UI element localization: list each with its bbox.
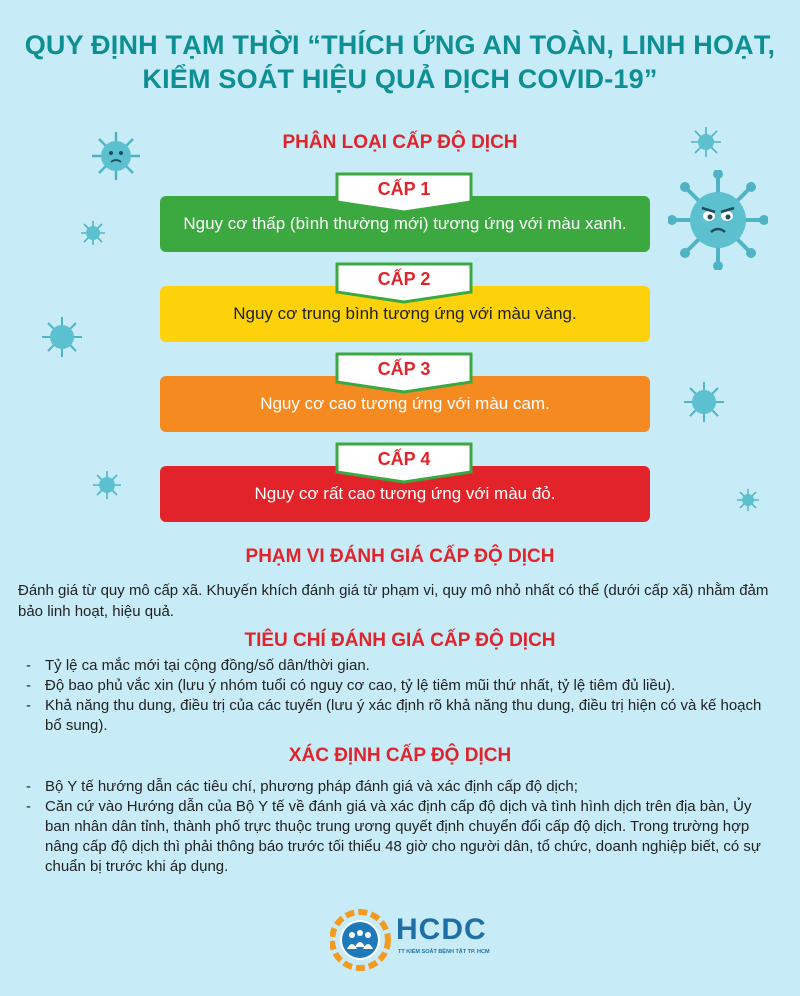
level-tag	[335, 442, 473, 484]
level-label: CẤP 4	[377, 449, 431, 469]
criteria-list	[18, 656, 778, 736]
hcdc-logo	[330, 905, 490, 975]
level-text: Nguy cơ cao tương ứng với màu cam.	[260, 394, 550, 413]
level-text: Nguy cơ rất cao tương ứng với màu đỏ.	[254, 484, 556, 503]
title-line-2: KIỂM SOÁT HIỆU QUẢ DỊCH COVID-19”	[142, 64, 658, 94]
virus-icon	[80, 220, 106, 246]
virus-icon	[668, 170, 768, 270]
level-tag	[335, 172, 473, 214]
page-title	[0, 28, 800, 96]
level-label: CẤP 1	[377, 179, 431, 199]
classification-heading: PHÂN LOẠI CẤP ĐỘ DỊCH	[282, 132, 518, 153]
virus-icon	[92, 470, 122, 500]
level-text: Nguy cơ thấp (bình thường mới) tương ứng với màu xanh.	[183, 214, 627, 233]
virus-icon	[682, 380, 726, 424]
level-label: CẤP 3	[377, 359, 431, 379]
list-item: - Tỷ lệ ca mắc mới tại cộng đồng/số dân/thời gian.	[18, 656, 778, 676]
level-tag	[335, 352, 473, 394]
level-label: CẤP 2	[377, 269, 431, 289]
level-text: Nguy cơ trung bình tương ứng với màu vàng.	[233, 304, 577, 323]
list-item: - Độ bao phủ vắc xin (lưu ý nhóm tuổi có nguy cơ cao, tỷ lệ tiêm mũi thứ nhất, tỷ lệ tiêm đủ liều).	[18, 676, 778, 696]
virus-icon	[736, 488, 760, 512]
list-item: - Bộ Y tế hướng dẫn các tiêu chí, phương pháp đánh giá và xác định cấp độ dịch;	[18, 777, 778, 797]
list-item: - Khả năng thu dung, điều trị của các tuyến (lưu ý xác định rõ khả năng thu dung, điều trị hiện có và kế hoạch bổ sung).	[18, 696, 778, 736]
scope-heading: PHẠM VI ĐÁNH GIÁ CẤP ĐỘ DỊCH	[245, 546, 555, 567]
determination-heading: XÁC ĐỊNH CẤP ĐỘ DỊCH	[288, 745, 512, 766]
list-item: - Căn cứ vào Hướng dẫn của Bộ Y tế về đánh giá và xác định cấp độ dịch và tình hình dịch trên địa bàn, Ủy ban nhân dân tỉnh, thành phố trực thuộc trung ương quyết định chuyển đổi cấp độ dịch. Trong trường hợp nâng cấp độ dịch thì phải thông báo trước tối thiểu 48 giờ cho người dân, tổ chức, doanh nghiệp biết, có sự chuẩn bị trước khi áp dụng.	[18, 797, 778, 877]
level-tag	[335, 262, 473, 304]
criteria-heading: TIÊU CHÍ ĐÁNH GIÁ CẤP ĐỘ DỊCH	[244, 630, 556, 651]
determination-list	[18, 777, 778, 877]
logo-subtitle: TT KIỂM SOÁT BỆNH TẬT TP. HCM	[398, 949, 490, 955]
virus-icon	[40, 315, 84, 359]
title-line-1: QUY ĐỊNH TẠM THỜI “THÍCH ỨNG AN TOÀN, LINH HOẠT,	[24, 30, 776, 60]
scope-text: Đánh giá từ quy mô cấp xã. Khuyến khích đánh giá từ phạm vi, quy mô nhỏ nhất có thể (dưới cấp xã) nhằm đảm bảo linh hoạt, hiệu quả.	[18, 582, 769, 620]
logo-name: HCDC	[396, 913, 487, 946]
